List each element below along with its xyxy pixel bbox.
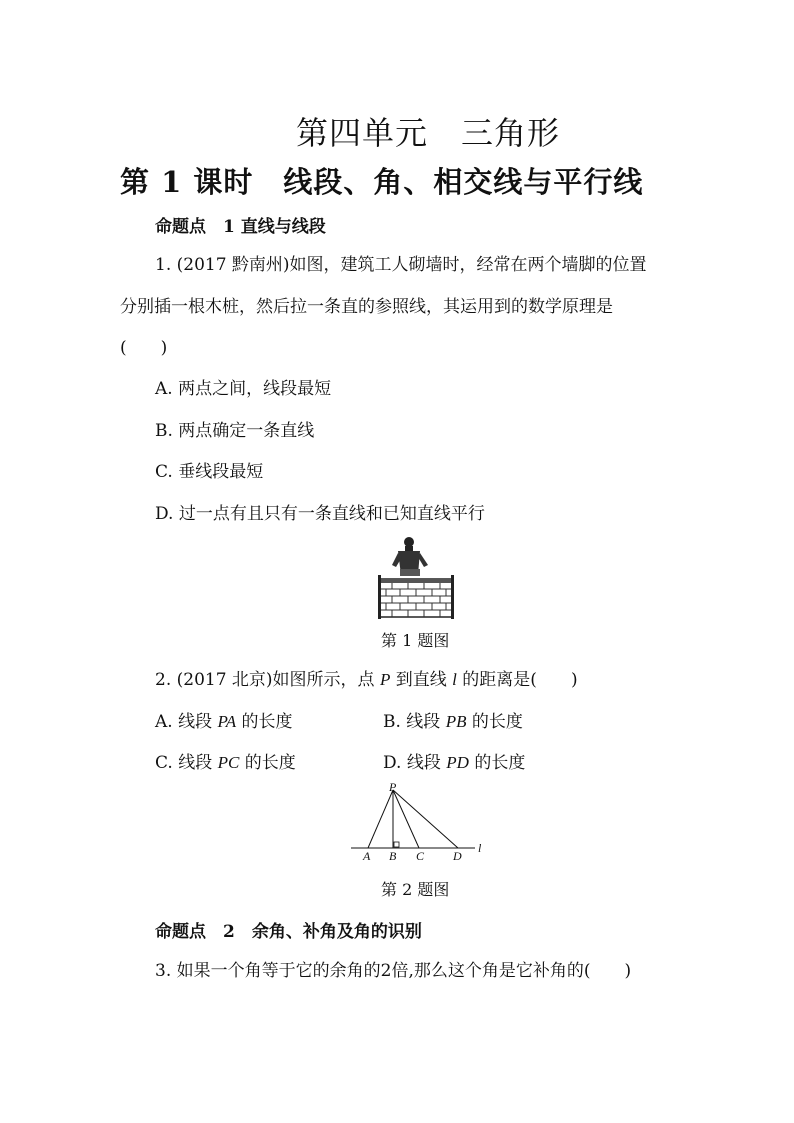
q2-stem	[155, 669, 578, 691]
option-suffix: 的长度	[468, 753, 526, 773]
segment-label: PA	[217, 712, 237, 731]
option-prefix: B. 线段	[383, 712, 446, 732]
q2-figure-caption: 第 2 题图	[381, 880, 450, 899]
q2-option-c	[155, 752, 296, 774]
option-suffix: 的长度	[466, 712, 523, 732]
label-p: P	[389, 782, 397, 794]
option-prefix: D. 线段	[383, 753, 447, 773]
label-c: C	[416, 849, 425, 863]
right-angle-mark	[394, 842, 399, 847]
q1-stem-line1: 1. (2017 黔南州)如图，建筑工人砌墙时，经常在两个墙脚的位置	[155, 255, 647, 275]
segment-label: PD	[446, 753, 469, 772]
q2-point-p: P	[379, 670, 391, 689]
segment-pa	[368, 790, 393, 848]
q2-line-l: l	[452, 670, 457, 689]
q2-figure-geometry	[345, 782, 495, 864]
topic-heading-2: 命题点 2 余角、补角及角的识别	[155, 922, 422, 942]
q3-stem: 3. 如果一个角等于它的余角的2倍,那么这个角是它补角的( )	[155, 961, 632, 981]
q2-option-d	[383, 752, 525, 774]
label-d: D	[453, 849, 462, 863]
unit-title: 第四单元 三角形	[296, 114, 561, 152]
segment-pc	[393, 790, 419, 848]
label-l: l	[478, 841, 482, 855]
option-prefix: A. 线段	[155, 712, 218, 732]
segment-pd	[393, 790, 458, 848]
segment-label: PB	[445, 712, 467, 731]
q1-option-b: B. 两点确定一条直线	[155, 421, 315, 441]
option-suffix: 的长度	[236, 712, 293, 732]
lesson-title: 第 1 课时 线段、角、相交线与平行线	[120, 165, 644, 199]
q2-stem-part: 2. (2017 北京)如图所示，点	[155, 670, 380, 690]
q1-stem-line3: ( )	[120, 338, 168, 358]
q1-option-c: C. 垂线段最短	[155, 462, 264, 482]
option-prefix: C. 线段	[155, 753, 218, 773]
topic-heading-1: 命题点 1 直线与线段	[155, 217, 326, 237]
q1-figure-caption: 第 1 题图	[381, 631, 450, 650]
q2-stem-part: 的距离是( )	[456, 670, 578, 690]
q2-option-a	[155, 711, 292, 733]
q2-option-b	[383, 711, 523, 733]
q2-stem-part: 到直线	[390, 670, 453, 690]
q1-figure-bricklayer	[376, 535, 456, 619]
q1-stem-line2: 分别插一根木桩，然后拉一条直的参照线，其运用到的数学原理是	[120, 297, 613, 317]
q1-option-d: D. 过一点有且只有一条直线和已知直线平行	[155, 504, 485, 524]
label-b: B	[389, 849, 397, 863]
option-suffix: 的长度	[239, 753, 296, 773]
segment-label: PC	[217, 753, 240, 772]
q1-option-a: A. 两点之间，线段最短	[155, 379, 332, 399]
label-a: A	[363, 849, 371, 863]
